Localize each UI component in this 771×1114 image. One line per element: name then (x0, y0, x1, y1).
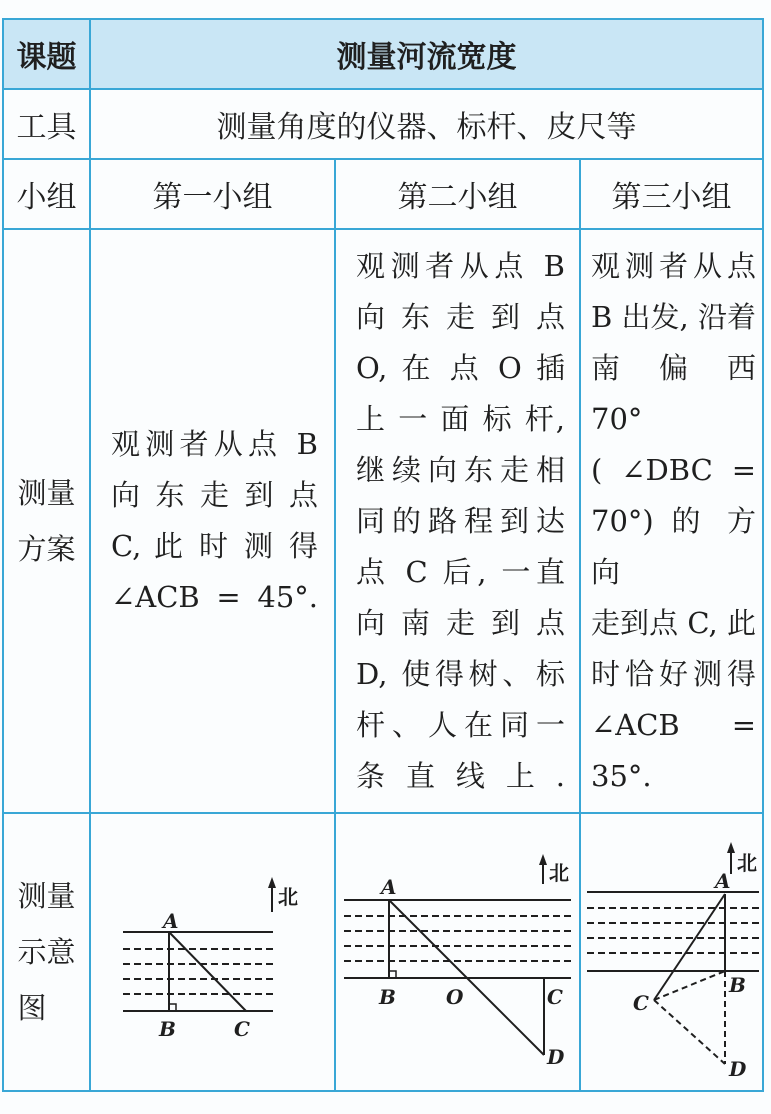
north-label: 北 (278, 885, 298, 909)
topic-value: 测量河流宽度 (91, 20, 762, 88)
plan-label-cell (4, 230, 89, 812)
plan-2-cell (336, 230, 579, 812)
plan-2-text: 观测者从点 B 向 东 走 到 点 O, 在 点 O 插 上 一 面 标 杆, 继续向东走相 同的路程到达 点 C 后, 一直 向 南 走 到 点 D, 使得树、标 杆、人在同一 条直线上. (356, 248, 565, 793)
group-2-header: 第二小组 (397, 180, 518, 215)
point-b: B (729, 973, 746, 997)
diagram-group-3 (581, 814, 762, 1090)
north-label: 北 (737, 851, 757, 875)
point-a: A (715, 869, 731, 893)
diagram-group-1 (91, 814, 334, 1090)
north-label: 北 (549, 861, 569, 885)
plan-3-cell (581, 230, 762, 812)
plan-1-text: 观测者从点 B 向 东 走 到 点 C, 此 时 测 得 ∠ACB = 45°. (111, 427, 318, 614)
tools-value: 测量角度的仪器、标杆、皮尺等 (216, 110, 637, 145)
point-c: C (547, 985, 563, 1009)
plan-3-text: 观测者从点 B 出发, 沿着 南 偏 西 70° ( ∠DBC = 70°) 的 方 向 走到点 C, 此 时恰好测得 ∠ACB = 35°. (591, 248, 756, 793)
point-d: D (547, 1045, 565, 1069)
point-c: C (234, 1017, 250, 1041)
group-3-header: 第三小组 (611, 180, 732, 215)
point-c: C (633, 991, 649, 1015)
plan-1-cell (91, 230, 334, 812)
point-d: D (729, 1057, 747, 1081)
diagram-label: 测量 示意 图 (17, 879, 76, 1025)
point-a: A (163, 909, 179, 933)
topic-label: 课题 (4, 20, 89, 88)
point-o: O (446, 985, 464, 1009)
river-width-table (2, 18, 764, 1092)
point-a: A (381, 875, 397, 899)
plan-label: 测量 方案 (17, 476, 76, 566)
point-b: B (379, 985, 396, 1009)
group-1-header: 第一小组 (152, 180, 273, 215)
diagram-label-cell (4, 814, 89, 1090)
group-label: 小组 (16, 180, 77, 215)
point-b: B (159, 1017, 176, 1041)
diagram-group-2 (336, 814, 579, 1090)
tools-label: 工具 (16, 110, 77, 145)
